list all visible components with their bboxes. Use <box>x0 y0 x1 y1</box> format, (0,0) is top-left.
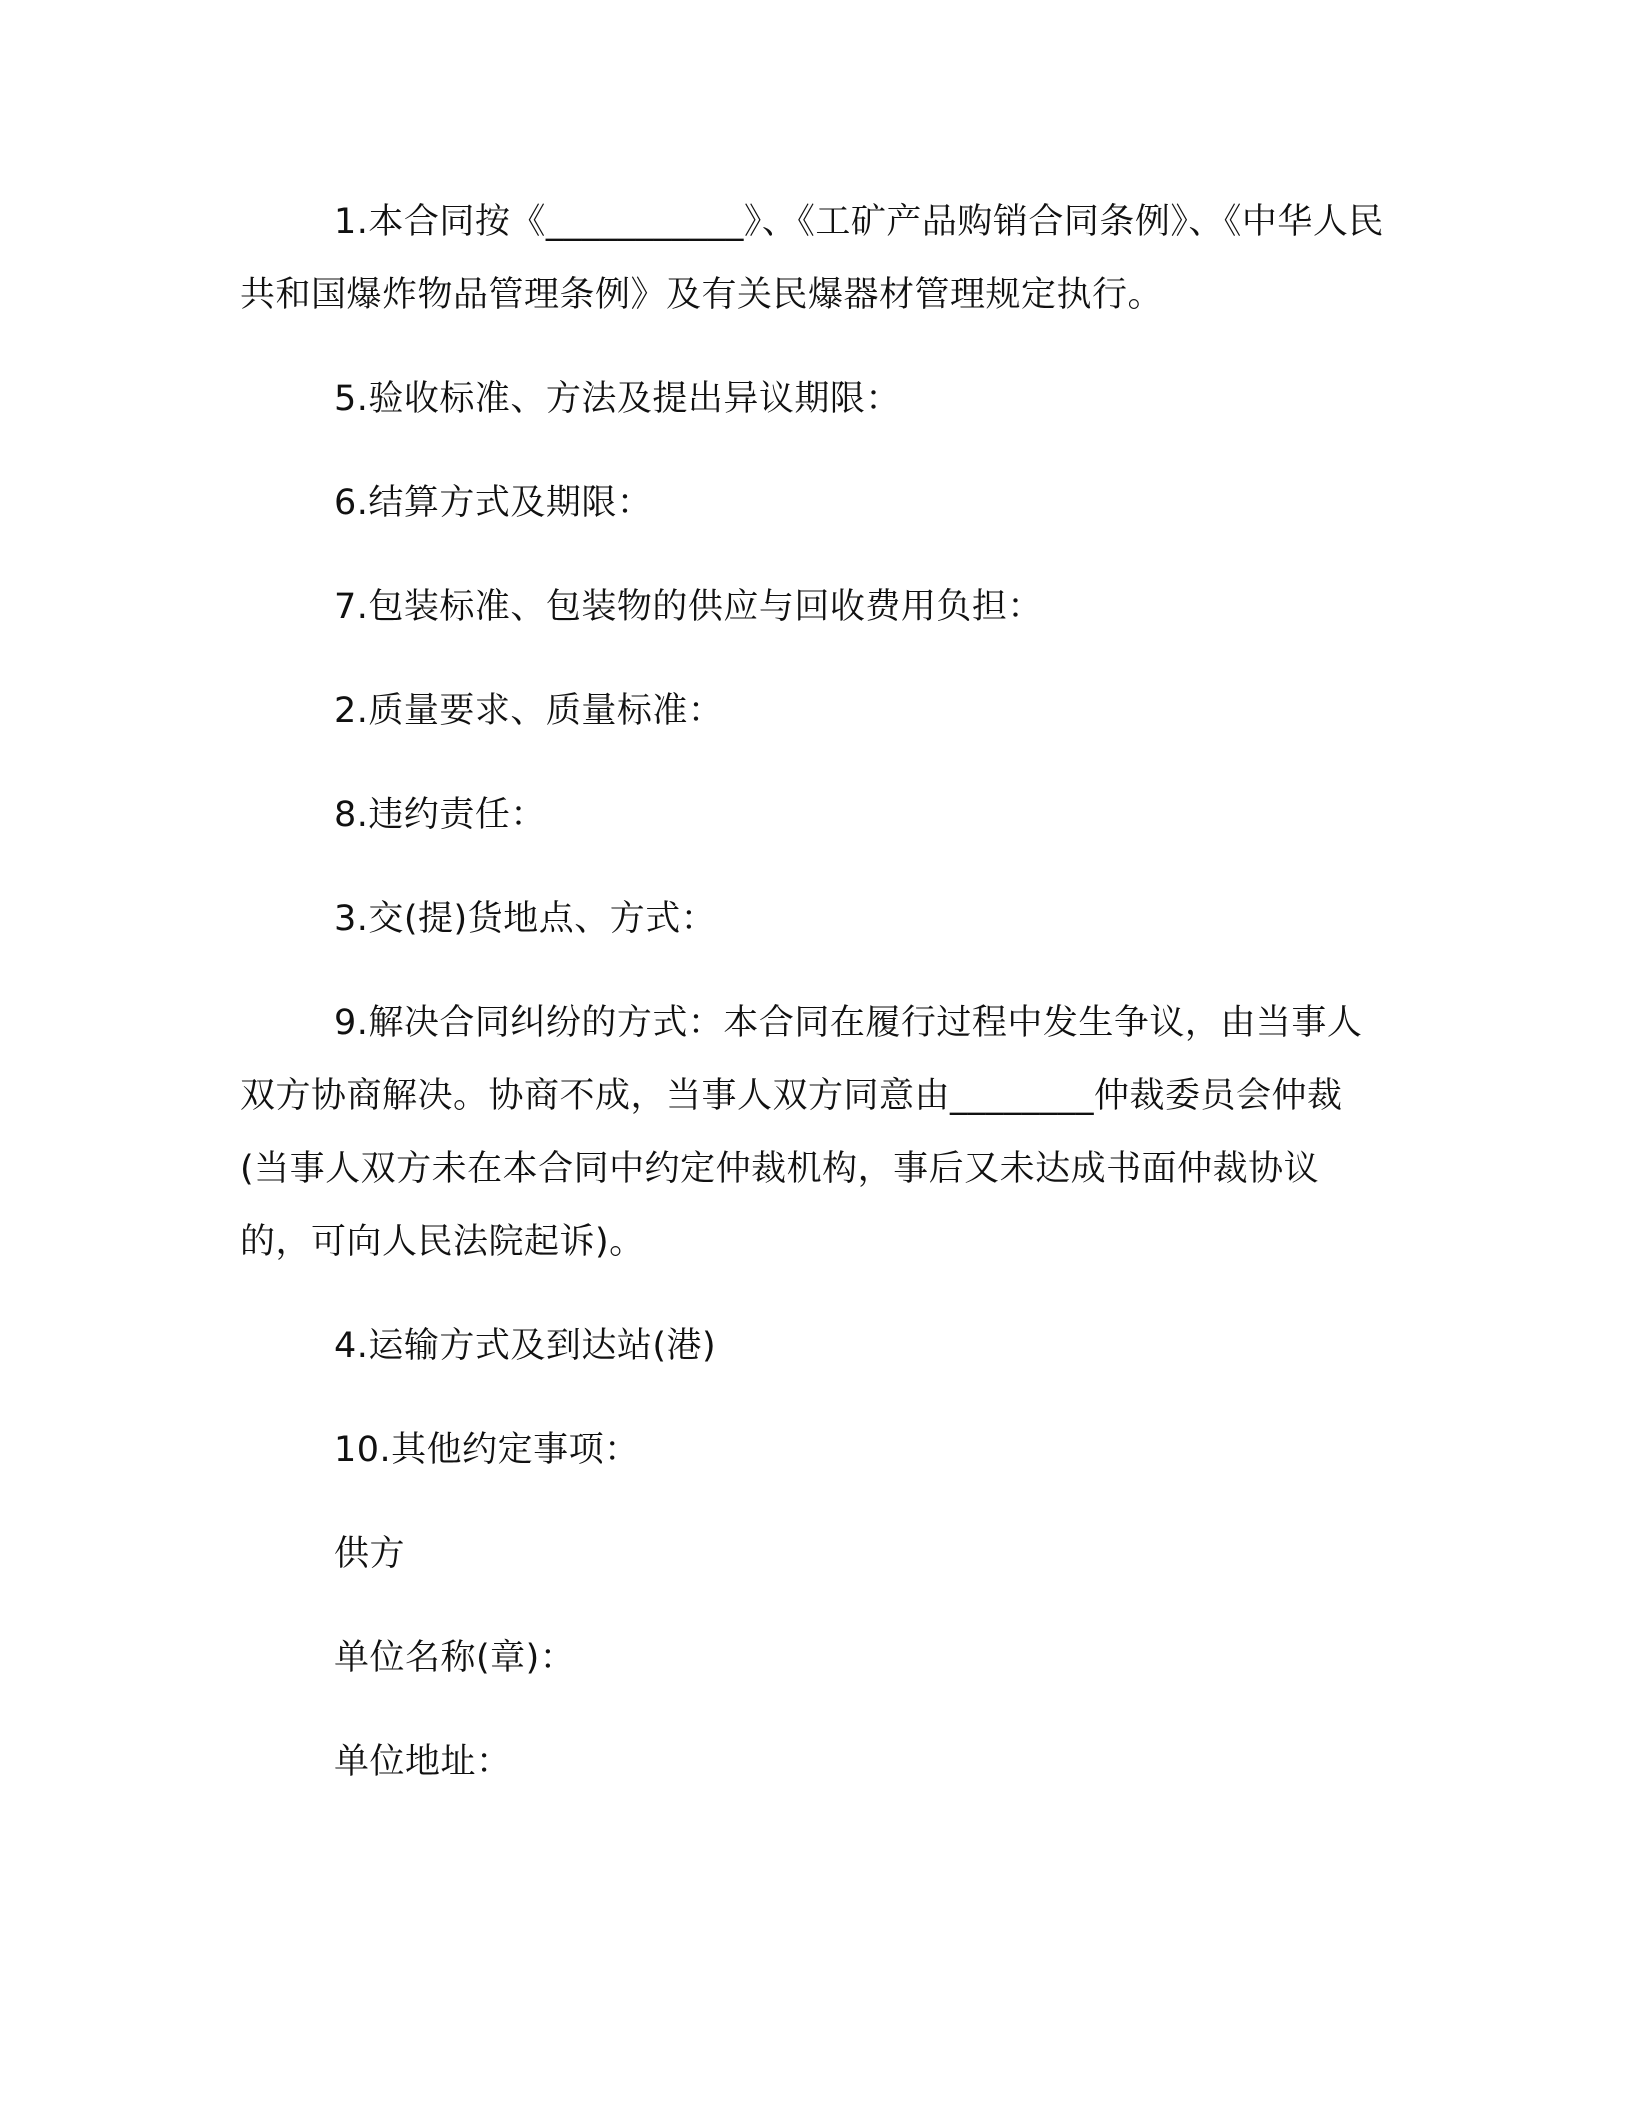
clause-5-acceptance-standards: 5.验收标准、方法及提出异议期限： <box>334 379 901 419</box>
supplier-unit-address: 单位地址： <box>334 1742 512 1782</box>
supplier-unit-name: 单位名称(章)： <box>334 1638 576 1678</box>
document-body <box>240 186 1386 1799</box>
clause-9-dispute-resolution: 9.解决合同纠纷的方式：本合同在履行过程中发生争议，由当事人双方协商解决。协商不成，当事人双方同意由________仲裁委员会仲裁(当事人双方未在本合同中约定仲裁机构，事后又未达成书面仲裁协议的，可向人民法院起诉)。 <box>240 1003 1363 1262</box>
clause-4-transport: 4.运输方式及到达站(港) <box>334 1326 717 1366</box>
clause-3-delivery: 3.交(提)货地点、方式： <box>334 899 717 939</box>
clause-10-other-terms: 10.其他约定事项： <box>334 1430 640 1470</box>
clause-8-liability: 8.违约责任： <box>334 795 546 835</box>
supplier-heading: 供方 <box>334 1534 406 1574</box>
clause-1-governing-rules: 1.本合同按《___________》、《工矿产品购销合同条例》、《中华人民共和国爆炸物品管理条例》及有关民爆器材管理规定执行。 <box>240 202 1384 315</box>
clause-2-quality: 2.质量要求、质量标准： <box>334 691 724 731</box>
clause-7-packaging: 7.包装标准、包装物的供应与回收费用负担： <box>334 587 1043 627</box>
clause-6-settlement: 6.结算方式及期限： <box>334 483 653 523</box>
